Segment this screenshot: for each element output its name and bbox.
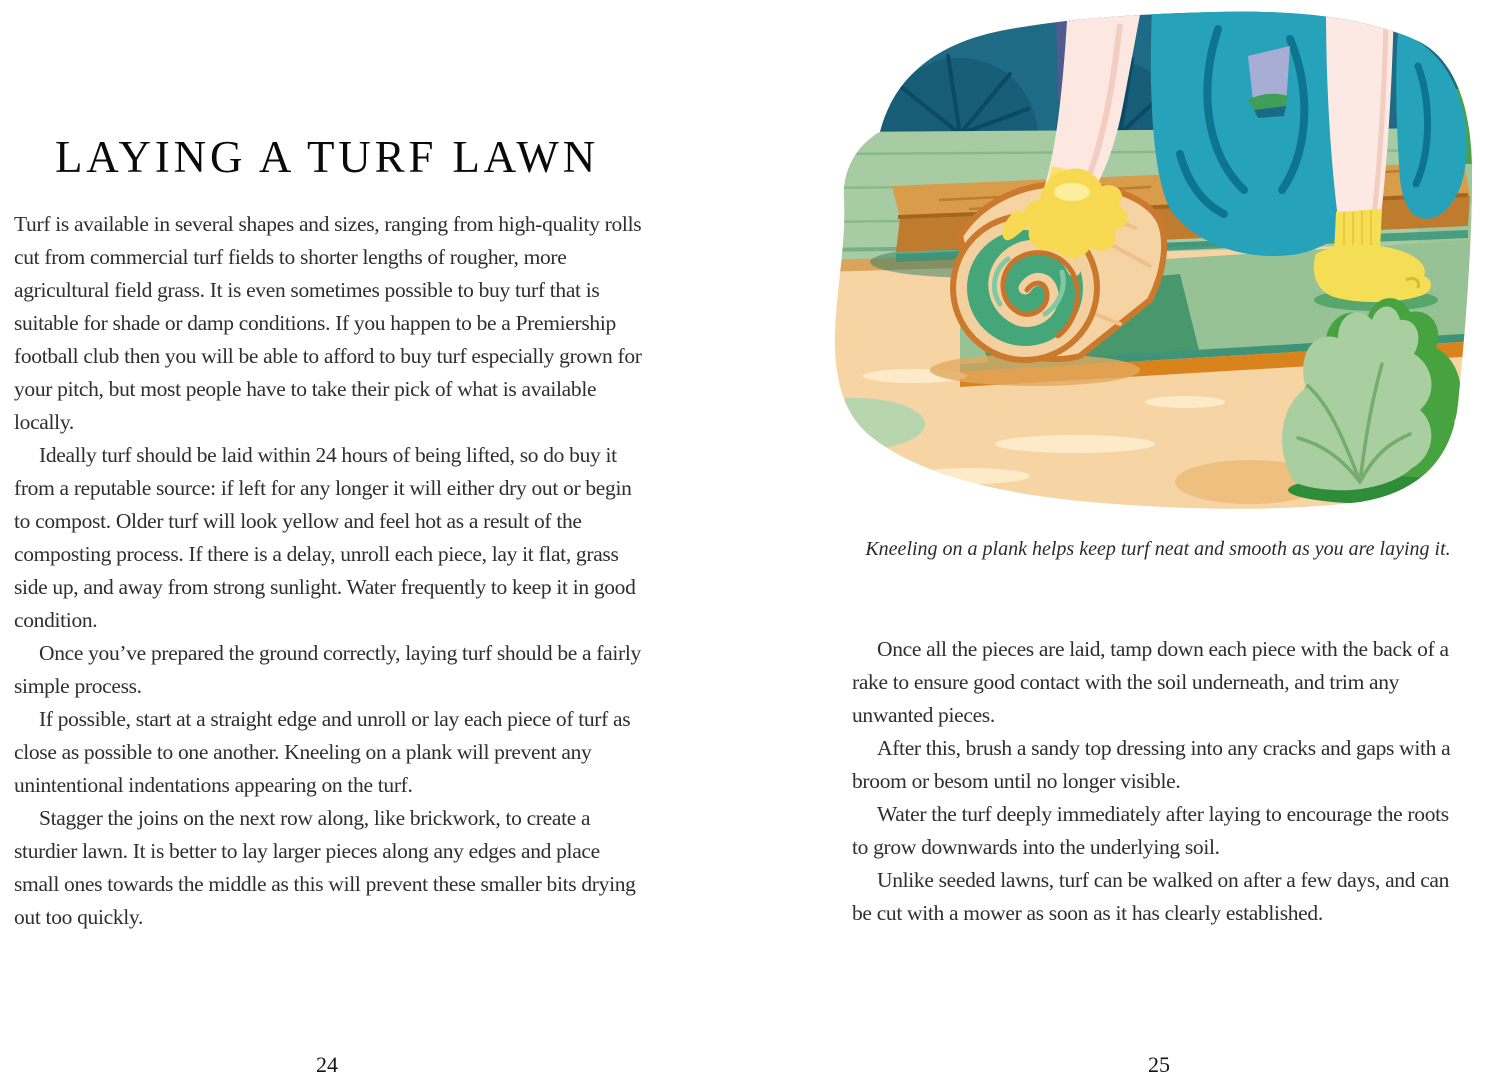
body-paragraph: Once all the pieces are laid, tamp down each piece with the back of a rake to ensure good contact with the soil underneath, and trim any unwanted pieces. — [852, 637, 1449, 727]
gardener-leg — [1326, 6, 1394, 219]
body-paragraph: Unlike seeded lawns, turf can be walked on after a few days, and can be cut with a mower as soon as it has clearly established. — [852, 868, 1450, 925]
page-number-left: 24 — [316, 1052, 338, 1077]
turf-illustration — [820, 4, 1478, 516]
body-paragraph: After this, brush a sandy top dressing into any cracks and gaps with a broom or besom until no longer visible. — [852, 736, 1451, 793]
body-paragraph: Turf is available in several shapes and sizes, ranging from high-quality rolls cut from commercial turf fields to shorter lengths of rougher, more agricultural field grass. It is even sometimes possible to buy turf that is suitable for shade or damp conditions. If you happen to be a Premiership football club then you will be able to afford to buy turf especially grown for your pitch, but most people have to take their pick of what is available locally. — [14, 212, 642, 434]
page-title: LAYING A TURF LAWN — [54, 132, 600, 182]
body-paragraph: Stagger the joins on the next row along, like brickwork, to create a sturdier lawn. It is better to lay larger pieces along any edges and place small ones towards the middle as this will prevent these smaller bits drying out too quickly. — [14, 806, 636, 929]
turf-illustration-svg — [820, 4, 1478, 516]
body-paragraph: Ideally turf should be laid within 24 hours of being lifted, so do buy it from a reputable source: if left for any longer it will either dry out or begin to compost. Older turf will look yellow and feel hot as a result of the composting process. If there is a delay, unroll each piece, lay it flat, grass side up, and away from strong sunlight. Water frequently to keep it in good condition. — [14, 443, 636, 632]
illustration-caption: Kneeling on a plank helps keep turf neat and smooth as you are laying it. — [865, 538, 1451, 560]
left-page-body — [14, 208, 644, 934]
body-paragraph: Water the turf deeply immediately after laying to encourage the roots to grow downwards into the underlying soil. — [852, 802, 1449, 859]
right-page-body — [852, 633, 1464, 930]
body-paragraph: Once you’ve prepared the ground correctly, laying turf should be a fairly simple process. — [14, 641, 641, 698]
body-paragraph: If possible, start at a straight edge and unroll or lay each piece of turf as close as possible to one another. Kneeling on a plank will prevent any unintentional indentations appearing on the turf. — [14, 707, 631, 797]
page-number-right: 25 — [1148, 1052, 1170, 1077]
